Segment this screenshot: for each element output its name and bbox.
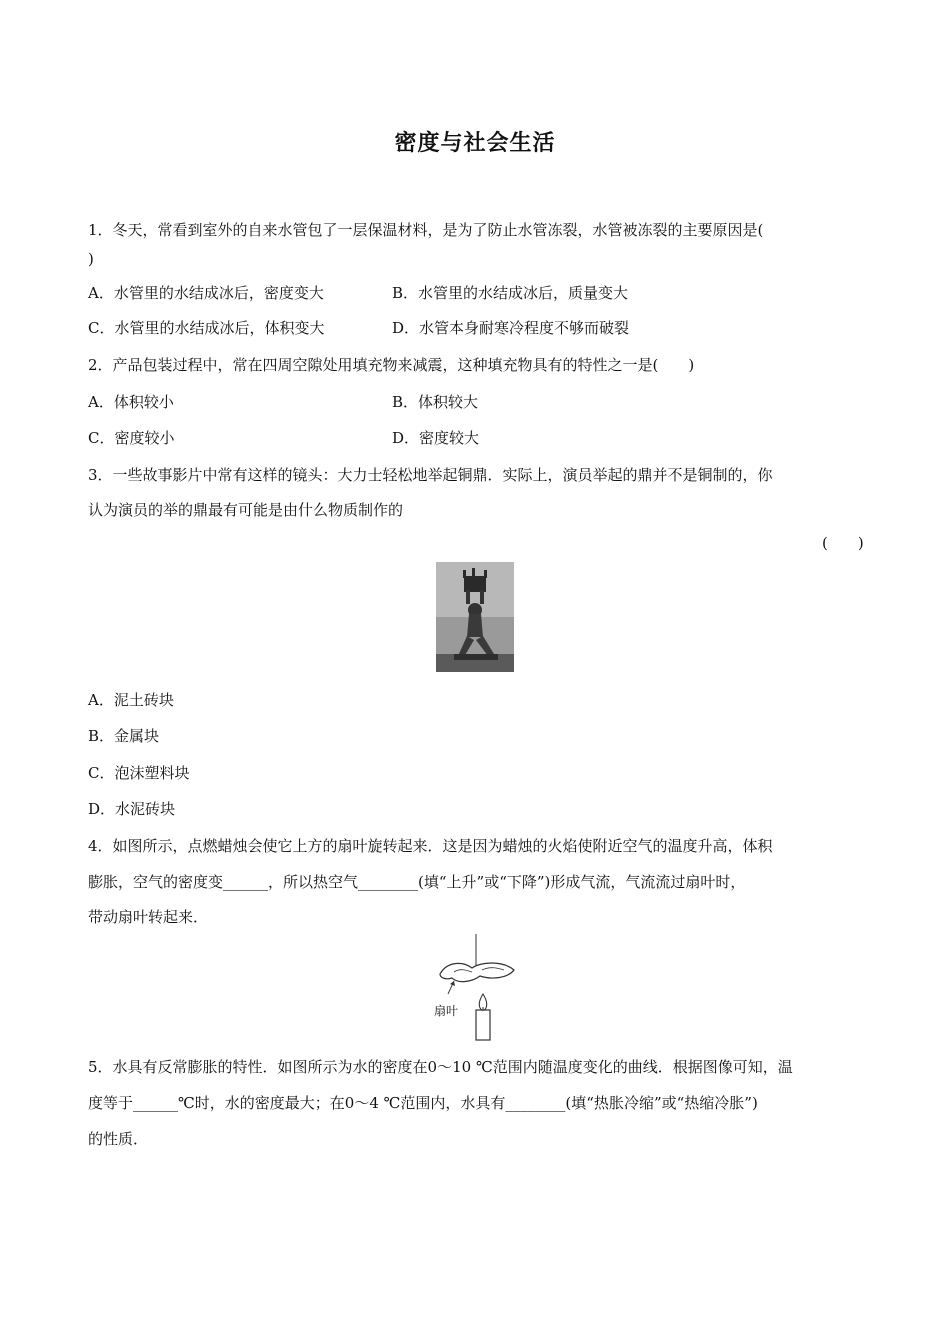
fan-label: 扇叶 [434, 1004, 459, 1018]
q3-option-a: A．泥土砖块 [88, 691, 174, 709]
q1-option-b: B．水管里的水结成冰后，质量变大 [392, 284, 629, 302]
q1-option-c: C．水管里的水结成冰后，体积变大 [88, 319, 325, 337]
q1-stem-line1: 1．冬天，常看到室外的自来水管包了一层保温材料，是为了防止水管冻裂，水管被冻裂的主要原因是( [88, 221, 764, 239]
strongman-photo [436, 562, 514, 672]
q1-stem-line2: ) [88, 250, 94, 268]
q2-option-d: D．密度较大 [392, 429, 480, 447]
q1-option-d: D．水管本身耐寒冷程度不够而破裂 [392, 319, 630, 337]
q5-line3: 的性质． [88, 1130, 149, 1148]
q2-option-c: C．密度较小 [88, 429, 175, 447]
q2-stem: 2．产品包装过程中，常在四周空隙处用填充物来减震，这种填充物具有的特性之一是( ) [88, 356, 695, 374]
q3-stem-line1: 3．一些故事影片中常有这样的镜头：大力士轻松地举起铜鼎．实际上，演员举起的鼎并不是铜制的，你 [88, 466, 773, 484]
candle-fan-figure [430, 934, 520, 1044]
q3-stem-line2: 认为演员的举的鼎最有可能是由什么物质制作的 [88, 501, 404, 519]
q2-option-a: A．体积较小 [88, 393, 174, 411]
q1-option-a: A．水管里的水结成冰后，密度变大 [88, 284, 324, 302]
q4-line1: 4．如图所示，点燃蜡烛会使它上方的扇叶旋转起来．这是因为蜡烛的火焰使附近空气的温度升高，体积 [88, 837, 773, 855]
q3-answer-paren: ( ) [822, 534, 864, 552]
q2-option-b: B．体积较大 [392, 393, 479, 411]
page-title: 密度与社会生活 [394, 131, 556, 156]
q3-option-c: C．泡沫塑料块 [88, 764, 190, 782]
q4-line2: 膨胀，空气的密度变______，所以热空气________(填“上升”或“下降”)形成气流，气流流过扇叶时， [88, 873, 746, 891]
q4-line3: 带动扇叶转起来． [88, 908, 209, 926]
q5-line2: 度等于______℃时，水的密度最大；在0～4 ℃范围内，水具有________(填“热胀冷缩”或“热缩冷胀”) [88, 1094, 758, 1112]
q3-option-d: D．水泥砖块 [88, 800, 176, 818]
q3-option-b: B．金属块 [88, 727, 160, 745]
q5-line1: 5．水具有反常膨胀的特性．如图所示为水的密度在0～10 ℃范围内随温度变化的曲线．根据图像可知，温 [88, 1058, 793, 1076]
